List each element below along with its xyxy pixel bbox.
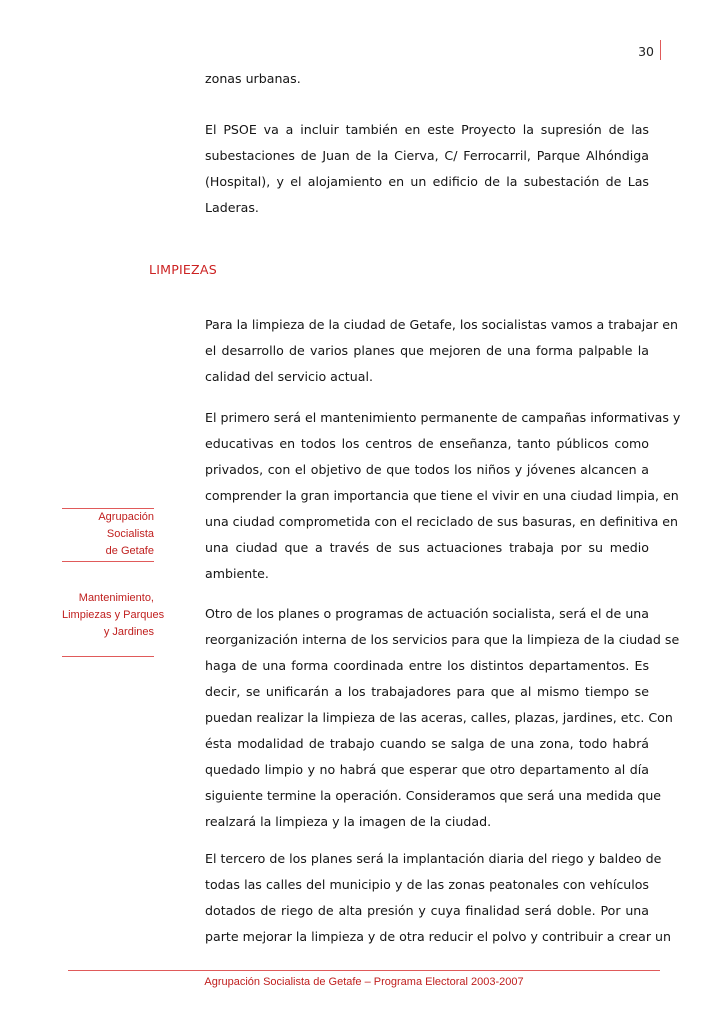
text-line: el desarrollo de varios planes que mejoren de una forma palpable la xyxy=(205,343,649,358)
paragraph-first-plan xyxy=(205,405,681,587)
sidebar-rule-middle xyxy=(62,561,154,562)
text-line: todas las calles del municipio y de las zonas peatonales con vehículos xyxy=(205,877,649,892)
paragraph-third-plan xyxy=(205,846,672,950)
intro-paragraph-substations xyxy=(205,117,649,221)
text-line: zonas urbanas. xyxy=(205,71,301,86)
text-line: privados, con el objetivo de que todos los niños y jóvenes alcancen a xyxy=(205,462,649,477)
sidebar-organization xyxy=(62,509,154,560)
text-line: siguiente termine la operación. Consideramos que será una medida que xyxy=(205,788,662,803)
text-line: Para la limpieza de la ciudad de Getafe, los socialistas vamos a trabajar en xyxy=(205,317,678,332)
sidebar-line: Limpiezas y Parques xyxy=(62,609,165,621)
page-number-divider xyxy=(660,40,661,60)
text-line: comprender la gran importancia que tiene el vivir en una ciudad limpia, en xyxy=(205,488,679,503)
text-line: educativas en todos los centros de enseñanza, tanto públicos como xyxy=(205,436,649,451)
text-line: haga de una forma coordinada entre los distintos departamentos. Es xyxy=(205,658,649,673)
text-line: ambiente. xyxy=(205,566,269,581)
text-line: reorganización interna de los servicios para que la limpieza de la ciudad se xyxy=(205,632,680,647)
text-line: (Hospital), y el alojamiento en un edificio de la subestación de Las xyxy=(205,174,649,189)
text-line: puedan realizar la limpieza de las aceras, calles, plazas, jardines, etc. Con xyxy=(205,710,673,725)
text-line: Otro de los planes o programas de actuación socialista, será el de una xyxy=(205,606,649,621)
page-number: 30 xyxy=(638,44,654,59)
sidebar-rule-bottom xyxy=(62,656,154,657)
sidebar-line: Agrupación xyxy=(98,511,154,523)
text-line: El PSOE va a incluir también en este Proyecto la supresión de las xyxy=(205,122,649,137)
text-line: ésta modalidad de trabajo cuando se salga de una zona, todo habrá xyxy=(205,736,649,751)
text-line: una ciudad comprometida con el reciclado de sus basuras, en definitiva en xyxy=(205,514,679,529)
sidebar-line: y Jardines xyxy=(103,626,154,638)
paragraph-second-plan xyxy=(205,601,680,835)
text-line: El tercero de los planes será la implantación diaria del riego y baldeo de xyxy=(205,851,662,866)
text-line: El primero será el mantenimiento permanente de campañas informativas y xyxy=(205,410,681,425)
footer-text: Agrupación Socialista de Getafe – Programa Electoral 2003-2007 xyxy=(204,976,524,988)
sidebar-area xyxy=(62,590,165,641)
text-line: parte mejorar la limpieza y de otra reducir el polvo y contribuir a crear un xyxy=(205,929,672,944)
paragraph-intro-plans xyxy=(205,312,678,390)
sidebar-line: Mantenimiento, xyxy=(78,592,154,604)
text-line: decir, se unificarán a los trabajadores para que al mismo tiempo se xyxy=(205,684,649,699)
text-line: subestaciones de Juan de la Cierva, C/ Ferrocarril, Parque Alhóndiga xyxy=(205,148,649,163)
text-line: dotados de riego de alta presión y cuya finalidad será doble. Por una xyxy=(205,903,649,918)
text-line: calidad del servicio actual. xyxy=(205,369,373,384)
text-line: realzará la limpieza y la imagen de la ciudad. xyxy=(205,814,492,829)
text-line: quedado limpio y no habrá que esperar que otro departamento al día xyxy=(205,762,649,777)
footer-rule xyxy=(68,970,660,971)
intro-paragraph-end xyxy=(205,66,649,92)
text-line: una ciudad que a través de sus actuaciones trabaja por su medio xyxy=(205,540,649,555)
text-line: Laderas. xyxy=(205,200,259,215)
section-heading: LIMPIEZAS xyxy=(149,262,217,277)
sidebar-line: Socialista xyxy=(106,528,154,540)
sidebar-line: de Getafe xyxy=(105,545,154,557)
